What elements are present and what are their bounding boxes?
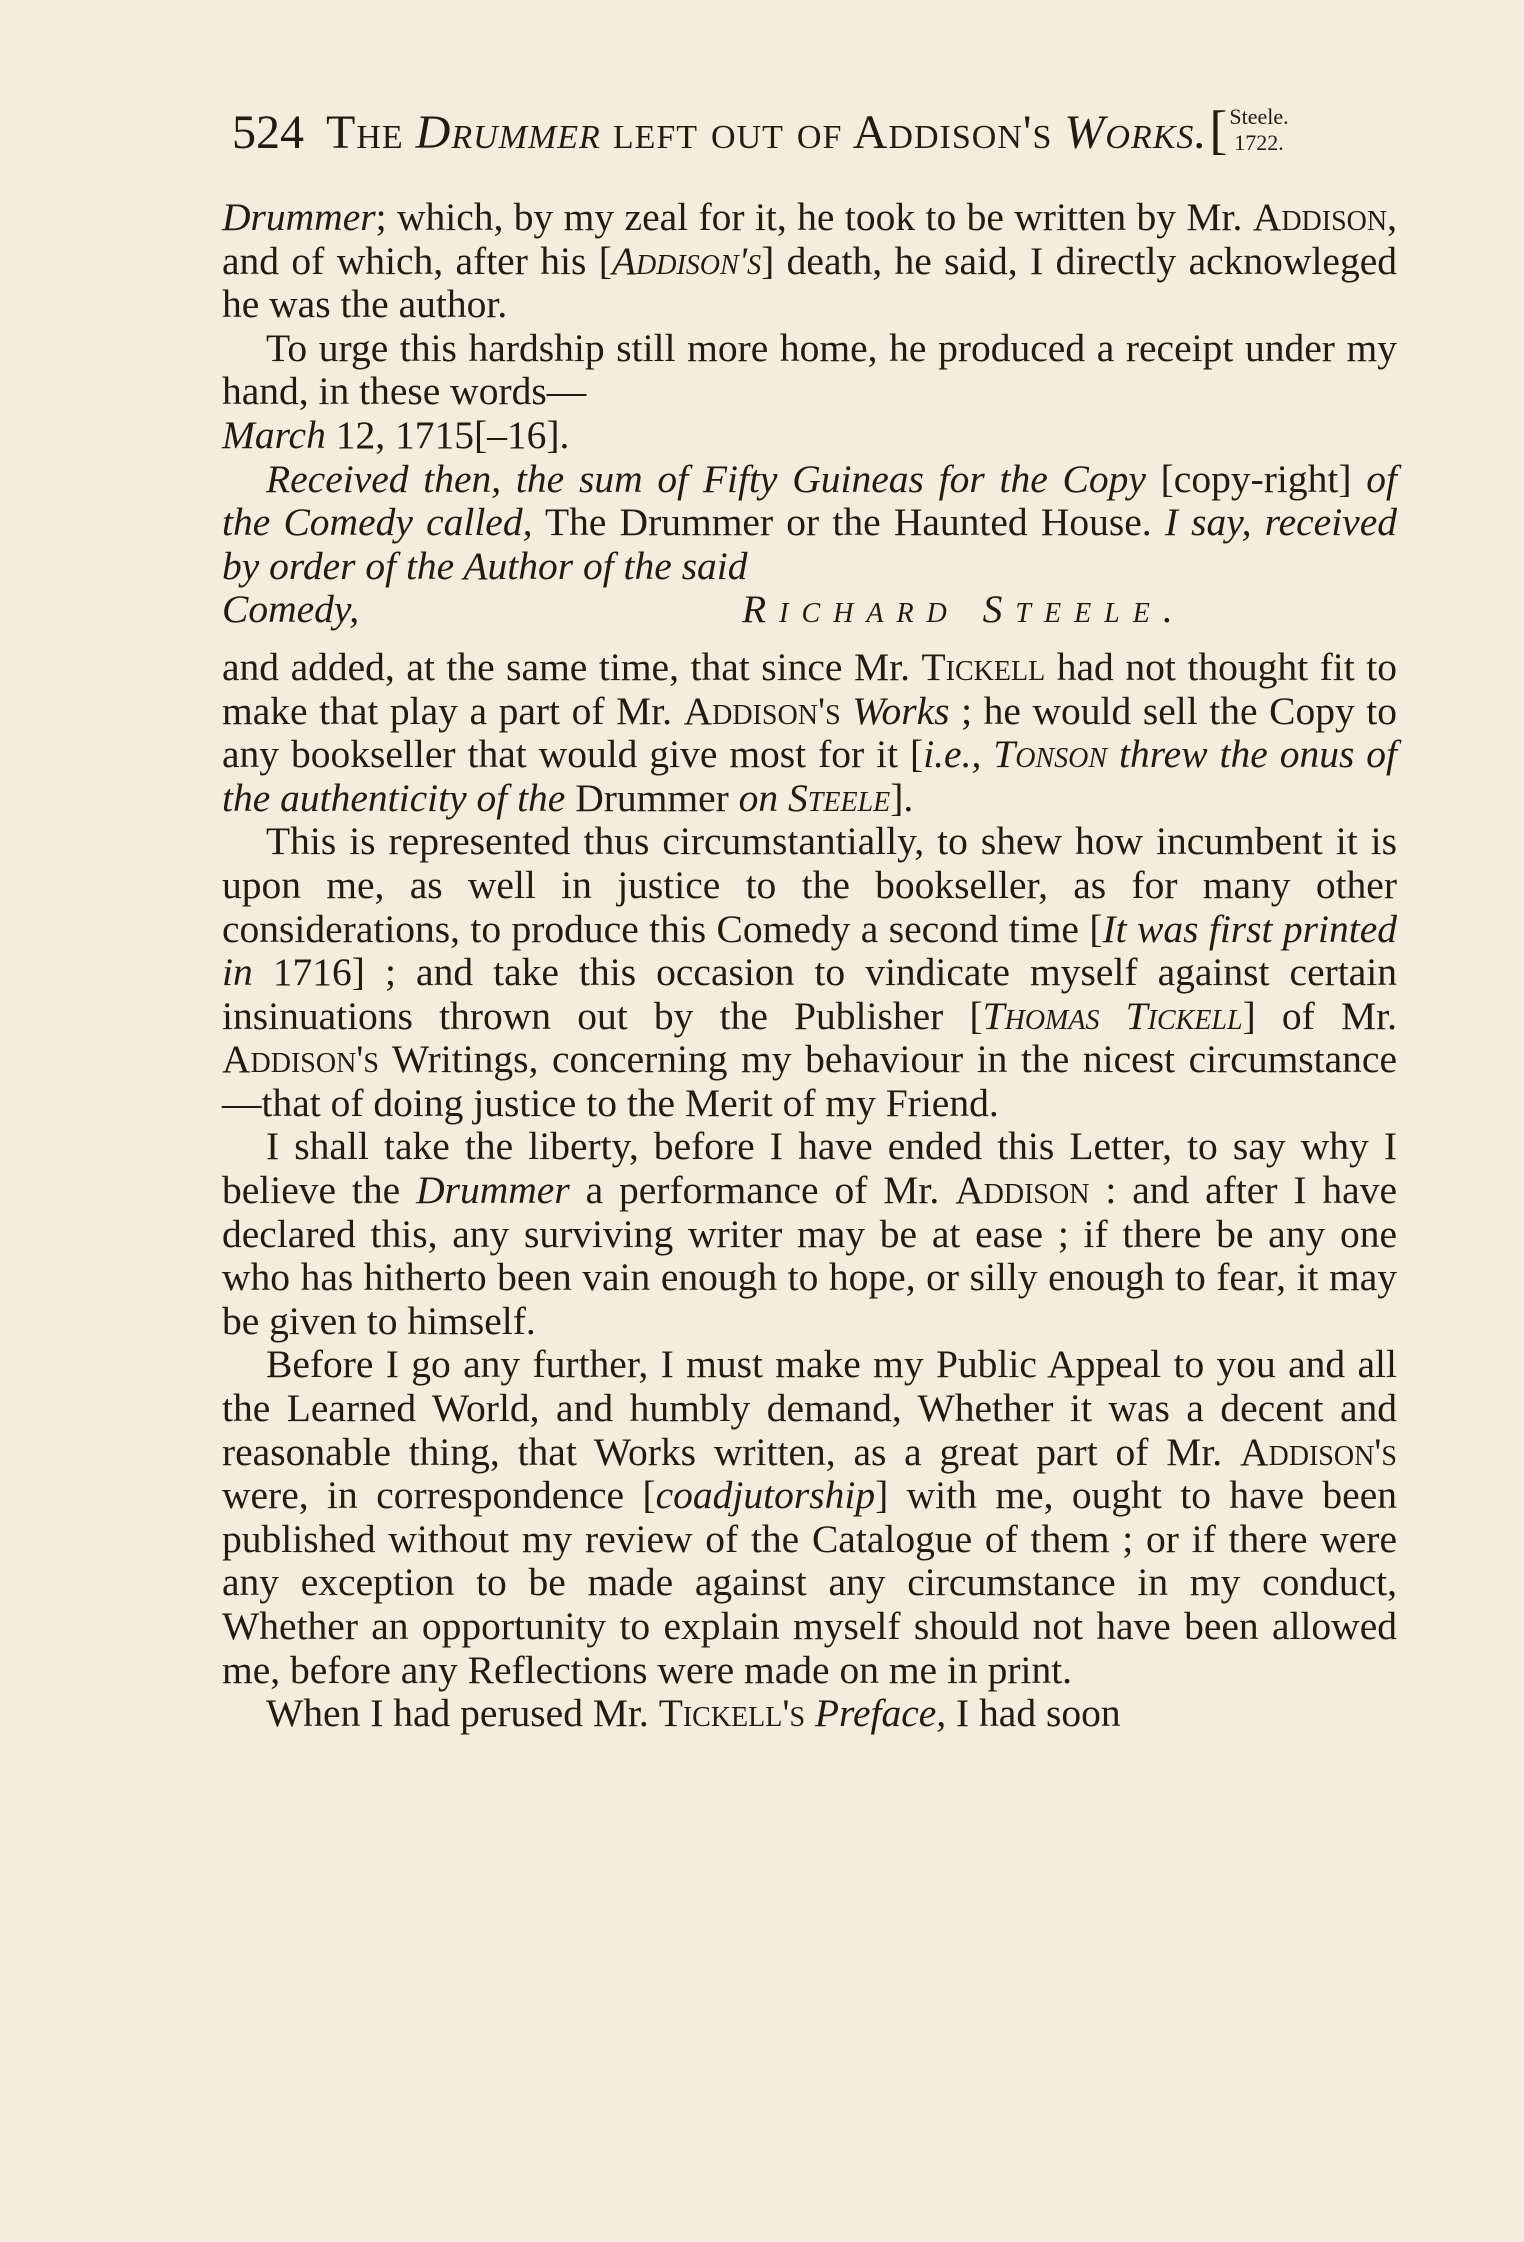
header-title-the: The bbox=[326, 106, 404, 159]
p4-b: It was first printed in bbox=[222, 906, 1397, 995]
p1-f: ] death, he said, I directly acknowleged he was the author. bbox=[222, 238, 1397, 327]
p4-a: This is represented thus circumstantially, to shew how incumbent it is upon me, as well in justice to the bookseller, as for many other considerations, to produce this Comedy a second time [ bbox=[222, 819, 1397, 951]
p5-b: Drummer bbox=[416, 1168, 570, 1213]
running-header bbox=[232, 98, 1392, 162]
p4-f: Addison's bbox=[222, 1037, 379, 1082]
receipt-signature: Richard Steele. bbox=[742, 587, 1186, 632]
p4-g: Writings, concerning my behaviour in the nicest circumstance—that of doing justice to the Merit of my Friend. bbox=[222, 1037, 1397, 1125]
page-body bbox=[222, 196, 1397, 1736]
paragraph-4 bbox=[222, 820, 1397, 1125]
header-title-drummer: Drummer bbox=[415, 106, 601, 159]
p3-f: ; he would sell the Copy to any bookseller that would give most for it [ bbox=[222, 688, 1398, 777]
p7-d: I had soon bbox=[946, 1691, 1121, 1736]
p3-d: Addison's bbox=[683, 688, 841, 733]
receipt-a: Received then, the sum of Fifty Guineas for the Copy bbox=[266, 456, 1146, 501]
p3-j: Drummer bbox=[565, 775, 739, 820]
header-bracket: [ bbox=[1209, 100, 1228, 160]
p3-k: on bbox=[738, 775, 779, 820]
header-side-note bbox=[1229, 104, 1288, 156]
p7-c: Preface, bbox=[814, 1691, 947, 1736]
paragraph-5 bbox=[222, 1125, 1397, 1343]
receipt-b: [copy-right] bbox=[1145, 456, 1367, 501]
p7-a: When I had perused Mr. bbox=[266, 1691, 659, 1736]
p3-h: Tonson bbox=[993, 732, 1108, 777]
p1-e: Addison's bbox=[611, 238, 762, 283]
receipt-signature-line bbox=[222, 588, 1397, 632]
page-number: 524 bbox=[232, 106, 304, 159]
p7-b: Tickell's bbox=[658, 1691, 806, 1736]
p1-a: Drummer bbox=[222, 195, 376, 239]
p6-c: were, in correspondence [ bbox=[222, 1473, 656, 1518]
p3-l: Steele bbox=[788, 775, 891, 820]
paragraph-7 bbox=[222, 1692, 1397, 1736]
p4-c: 1716] ; and take this occasion to vindicate myself against certain insinuations thrown out by the Publisher [ bbox=[222, 950, 1397, 1038]
p5-a: I shall take the liberty, before I have ended this Letter, to say why I believe the bbox=[222, 1124, 1397, 1213]
p6-a: Before I go any further, I must make my Public Appeal to you and all the Learned World, and humbly demand, Whether it was a decent and reasonable thing, that Works written, as a great part of Mr. bbox=[222, 1342, 1397, 1474]
receipt-f: Comedy, bbox=[222, 587, 360, 632]
receipt-c: of the Comedy called, bbox=[222, 456, 1397, 545]
p4-d: Thomas Tickell bbox=[982, 993, 1243, 1038]
header-title-middle: left out of Addison's bbox=[612, 106, 1053, 159]
p3-c: had not thought fit to make that play a part of Mr. bbox=[222, 644, 1397, 733]
paragraph-6 bbox=[222, 1343, 1397, 1692]
p1-c: Addison bbox=[1252, 195, 1388, 239]
p1-b: ; which, by my zeal for it, he took to be written by Mr. bbox=[375, 195, 1253, 239]
paragraph-3 bbox=[222, 646, 1397, 820]
p1-d: , and of which, after his [ bbox=[222, 195, 1397, 283]
p3-m: ]. bbox=[890, 775, 914, 820]
p6-b: Addison's bbox=[1240, 1429, 1397, 1474]
p4-e: ] of Mr. bbox=[1242, 993, 1398, 1038]
receipt-e: I say, received by order of the Author of the said bbox=[222, 500, 1397, 588]
receipt-text bbox=[222, 458, 1397, 589]
p3-g: i.e., bbox=[923, 732, 982, 777]
receipt-date-rest: 12, 1715[–16]. bbox=[325, 412, 570, 457]
p5-c: a performance of Mr. bbox=[569, 1168, 956, 1213]
p3-b: Tickell bbox=[921, 644, 1046, 689]
p6-d: coadjutorship bbox=[655, 1473, 876, 1518]
p6-e: ] with me, ought to have been published without my review of the Catalogue of them ; or if there were any exception to be made against any circumstance in my conduct, Whether an opportunity to explain myself should not have been allowed me, before any Reflections were made on me in print. bbox=[222, 1473, 1397, 1692]
paragraph-1 bbox=[222, 196, 1397, 327]
header-title-works: Works. bbox=[1064, 106, 1208, 159]
p3-a: and added, at the same time, that since Mr. bbox=[222, 644, 922, 689]
receipt-date bbox=[222, 414, 1397, 458]
receipt-d: The Drummer or the Haunted House. bbox=[532, 500, 1165, 545]
spacer bbox=[222, 632, 1397, 646]
header-side-top: Steele. bbox=[1229, 104, 1289, 129]
paragraph-2: To urge this hardship still more home, he produced a receipt under my hand, in these words— bbox=[222, 325, 1397, 414]
p5-d: Addison bbox=[955, 1168, 1090, 1213]
receipt-date-month: March bbox=[222, 412, 326, 457]
p3-i: threw the onus of the authenticity of the bbox=[222, 732, 1398, 820]
p5-e: : and after I have declared this, any surviving writer may be at ease ; if there be any one who has hitherto been vain enough to hope, or silly enough to fear, it may be given to himself. bbox=[222, 1168, 1397, 1343]
p3-e: Works bbox=[852, 688, 950, 733]
header-side-bottom: 1722. bbox=[1234, 130, 1284, 155]
